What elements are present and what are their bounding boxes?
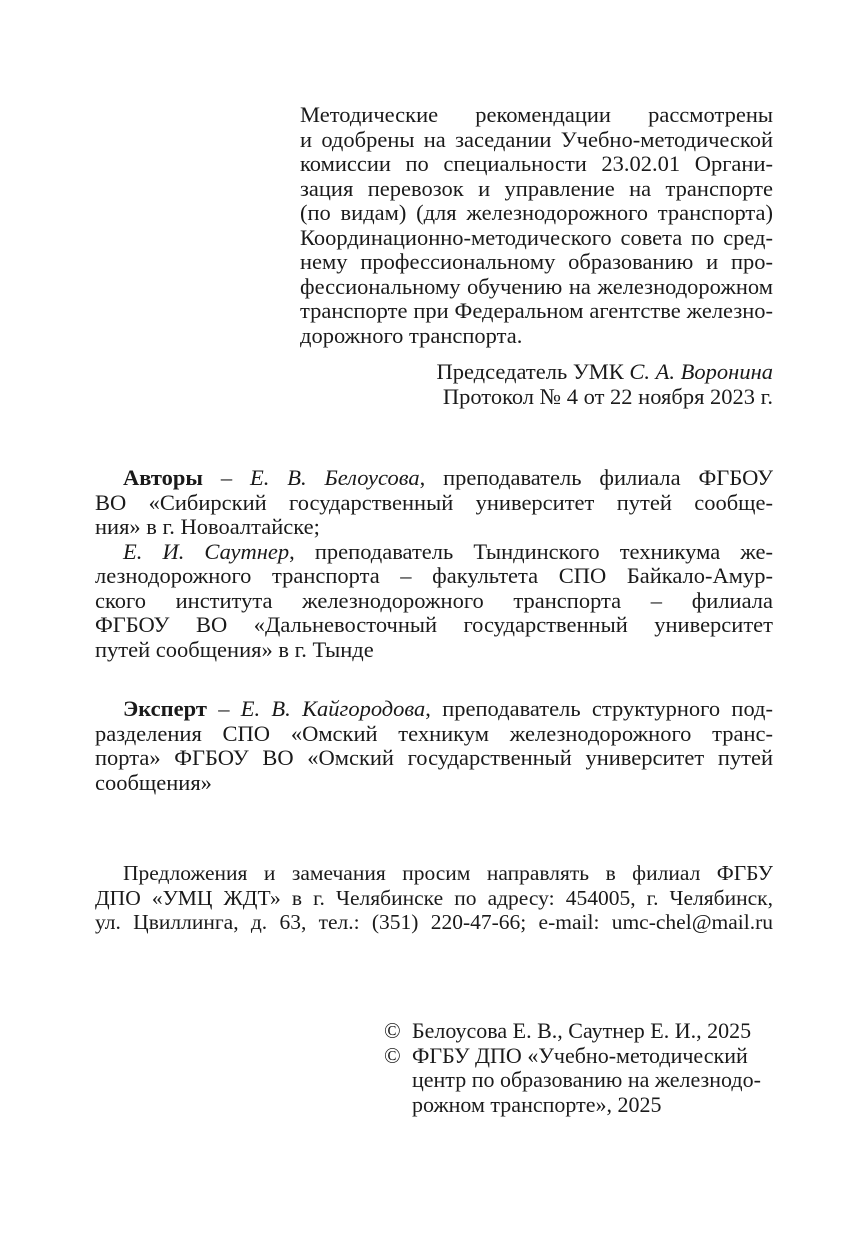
approval-line: комиссии по специальности 23.02.01 Органи-: [300, 151, 773, 176]
approval-line: зация перевозок и управление на транспорте: [300, 175, 773, 201]
copyright-section: [384, 1019, 784, 1117]
contact-line: ДПО «УМЦ ЖДТ» в г. Челябинске по адресу: 454005, г. Челябинск,: [95, 885, 773, 910]
authors-line: ского института железнодорожного транспорта – филиала: [95, 587, 773, 613]
protocol-line: Протокол № 4 от 22 ноября 2023 г.: [442, 383, 773, 409]
authors-label: Авторы: [123, 465, 203, 490]
copyright-line: © ФГБУ ДПО «Учебно-методический: [384, 1042, 748, 1068]
chair-prefix: Председатель УМК: [436, 359, 630, 384]
approval-line: фессиональному обучению на железнодорожном: [300, 273, 773, 299]
authors-line: ния» в г. Новоалтайске;: [95, 514, 320, 539]
approval-line: нему профессиональному образованию и про-: [300, 249, 773, 274]
approval-line: и одобрены на заседании Учебно-методической: [300, 126, 773, 152]
expert-line: разделения СПО «Омский техникум железнодорожного транс-: [95, 720, 773, 746]
expert-section: [95, 697, 773, 795]
approval-line: Методические рекомендации рассмотрены: [300, 102, 773, 127]
author-name: Е. В. Белоусова: [249, 465, 420, 490]
copyright-icon: ©: [384, 1018, 401, 1043]
approval-line: транспорте при Федеральном агентстве железно-: [300, 298, 773, 323]
expert-line: сообщения»: [95, 769, 212, 795]
authors-line: ФГБОУ ВО «Дальневосточный государственный университет: [95, 612, 773, 637]
approval-line: Координационно-методического совета по сред-: [300, 224, 773, 250]
authors-line: Е. И. Саутнер, преподаватель Тындинского техникума же-: [123, 538, 774, 564]
approval-note: [300, 103, 773, 348]
authors-line: Авторы – Е. В. Белоусова, преподаватель филиала ФГБОУ: [123, 465, 773, 490]
authors-line: ВО «Сибирский государственный университет путей сообще-: [95, 489, 773, 515]
contact-line: Предложения и замечания просим направлять в филиал ФГБУ: [123, 861, 773, 885]
approval-line: дорожного транспорта.: [300, 322, 523, 348]
copyright-line: центр по образованию на железнодо-: [412, 1067, 761, 1092]
expert-line: порта» ФГБОУ ВО «Омский государственный университет путей: [95, 745, 773, 770]
chair-name: С. А. Воронина: [629, 359, 773, 384]
copyright-line: рожном транспорте», 2025: [412, 1091, 662, 1117]
expert-label: Эксперт: [123, 696, 207, 721]
approval-signature: [300, 360, 773, 409]
expert-line: Эксперт – Е. В. Кайгородова, преподаватель структурного под-: [123, 696, 773, 721]
contact-line: ул. Цвиллинга, д. 63, тел.: (351) 220-47-66; e-mail: umc-chel@mail.ru: [95, 910, 773, 934]
authors-line: лезнодорожного транспорта – факультета СПО Байкало-Амур-: [95, 563, 773, 588]
approval-line: (по видам) (для железнодорожного транспорта): [300, 200, 773, 225]
authors-section: [95, 466, 773, 662]
contact-section: [95, 861, 773, 935]
copyright-icon: ©: [384, 1042, 401, 1068]
copyright-line: © Белоусова Е. В., Саутнер Е. И., 2025: [384, 1018, 752, 1043]
chair-line: [300, 360, 773, 385]
author-name: Е. И. Саутнер: [123, 538, 290, 564]
authors-line: путей сообщения» в г. Тынде: [95, 636, 374, 662]
expert-name: Е. В. Кайгородова: [240, 696, 426, 721]
